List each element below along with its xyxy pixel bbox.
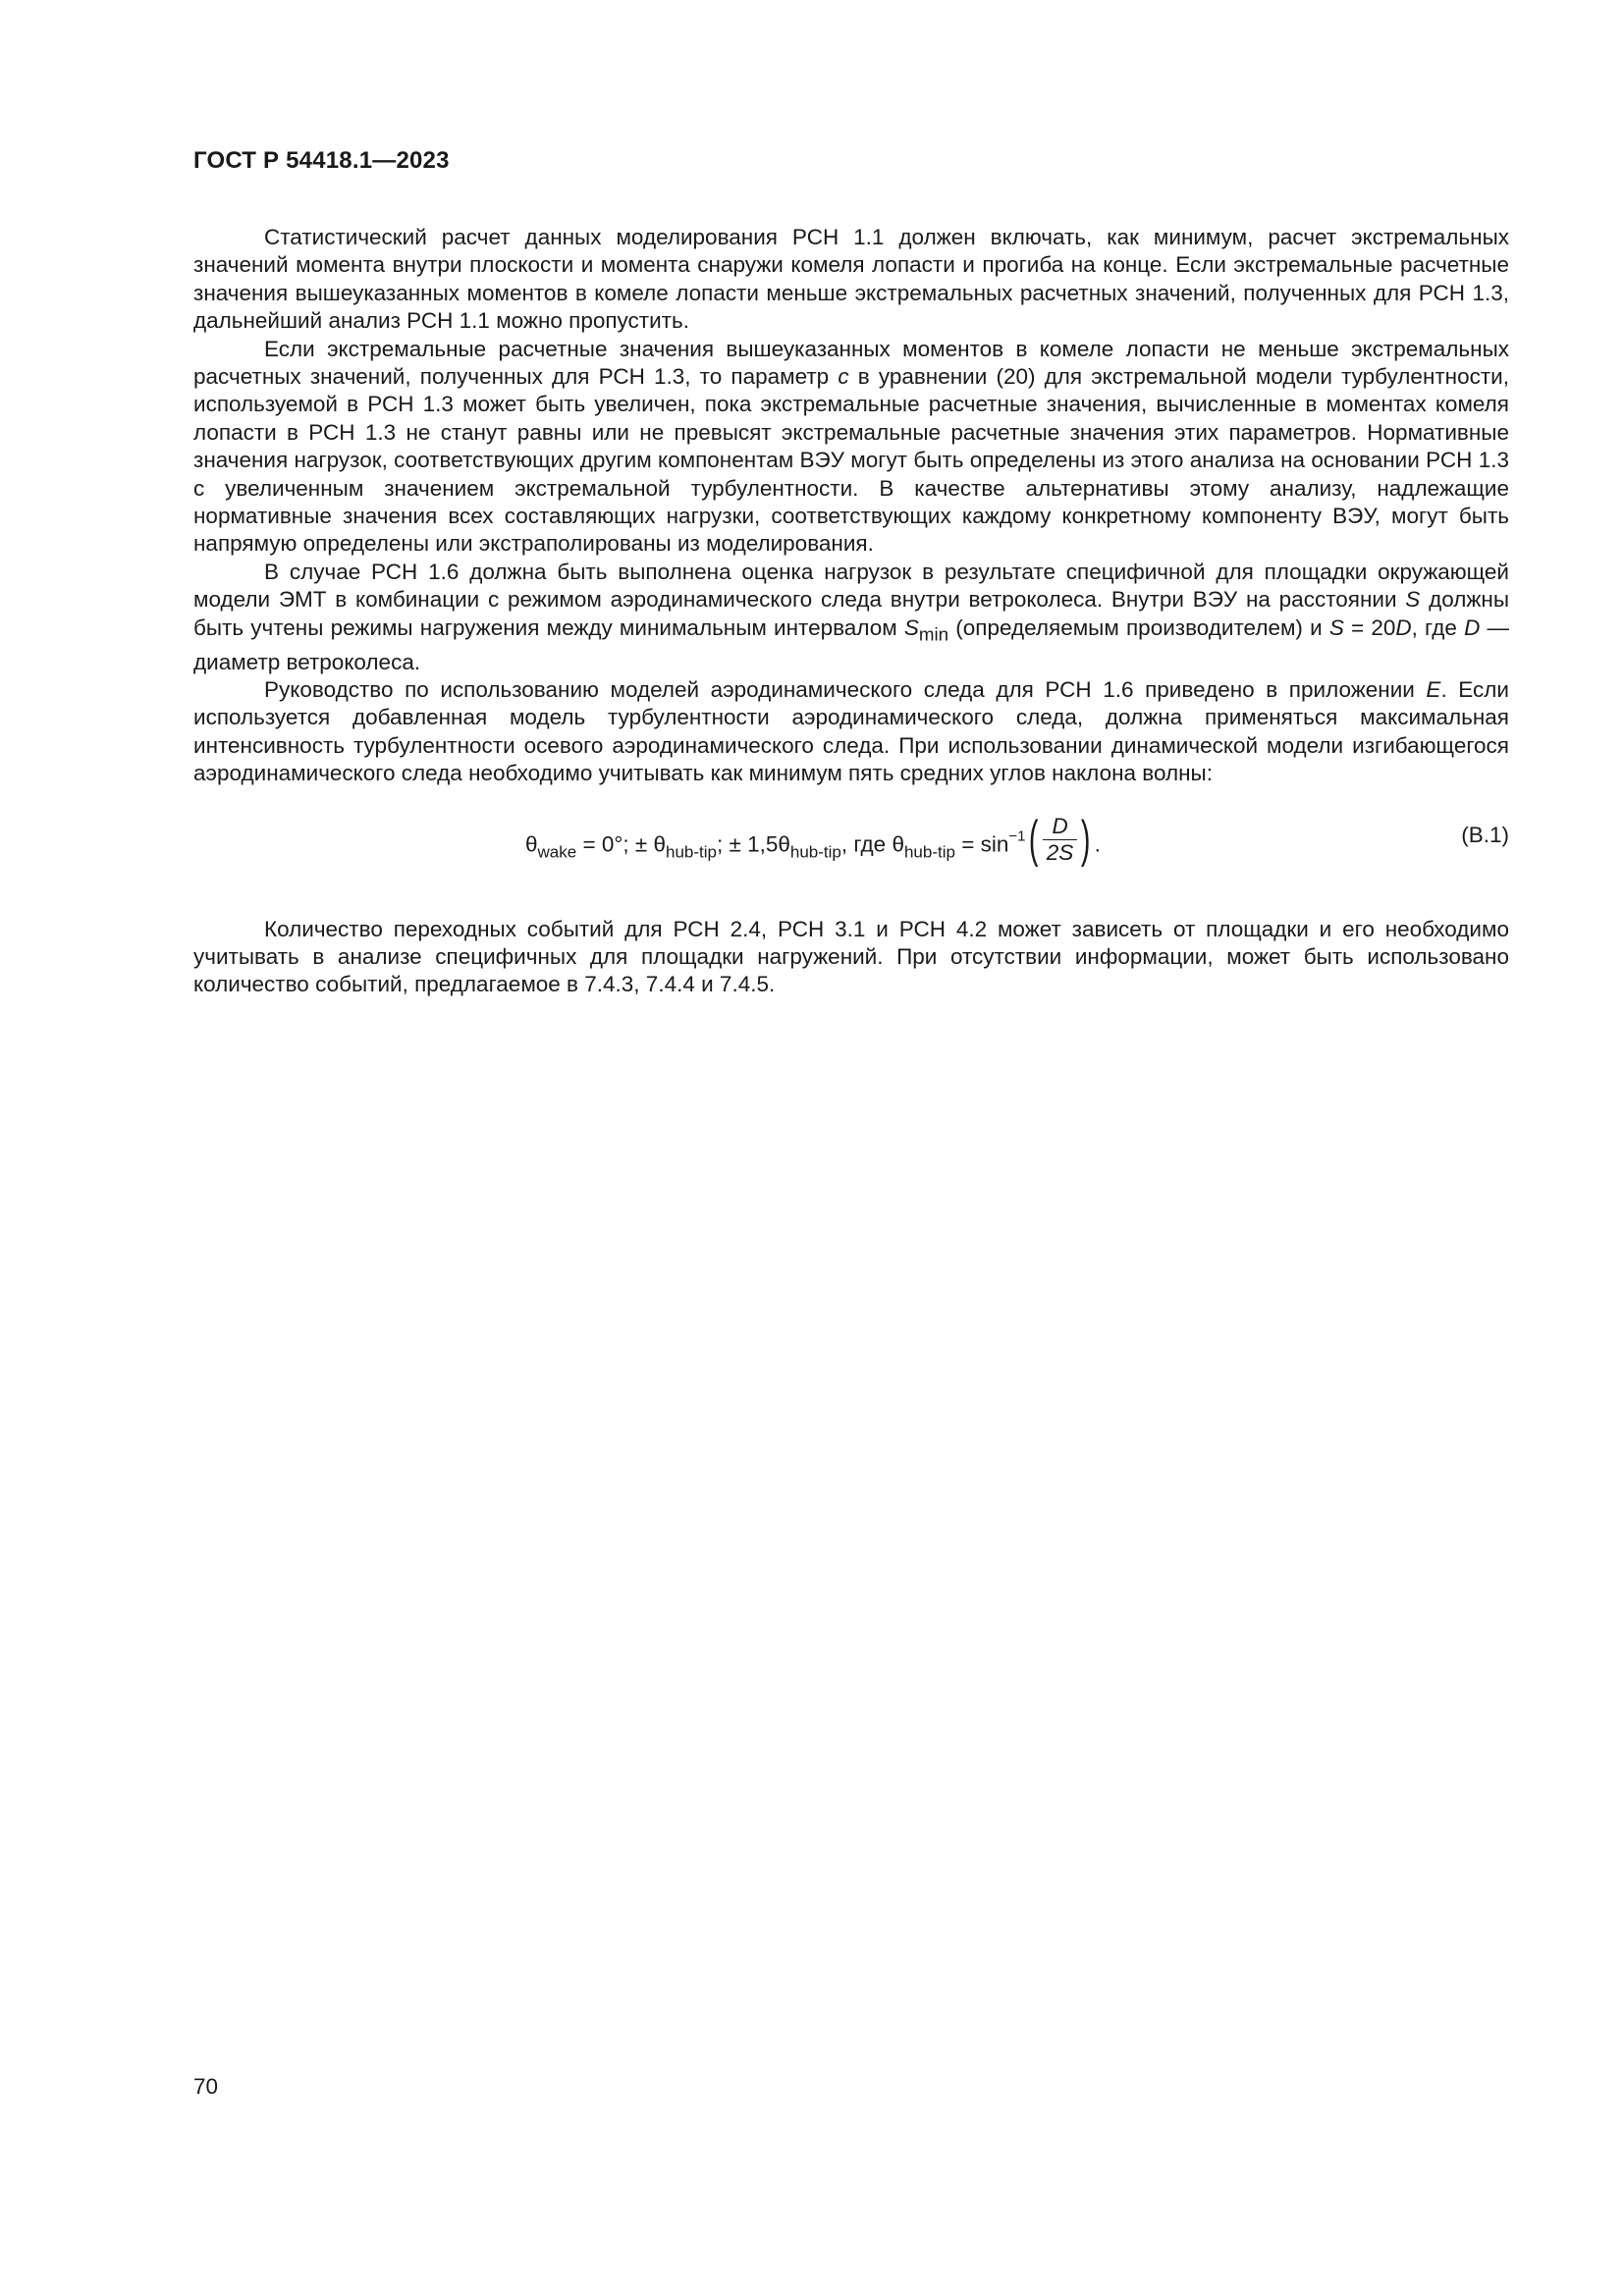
- variable-s: S: [1328, 614, 1344, 640]
- equation-text: , где: [840, 831, 893, 857]
- paragraph-dlc-1-6: [193, 559, 1509, 676]
- subscript-hub-tip: hub-tip: [903, 842, 955, 862]
- paragraph-text: . Если используется добавленная модель турбулентности аэродинамического следа, должна применяться максимальная интенсивность турбулентности осевого аэродинамического следа. При использовании динамической модели изгибающегося аэродинамического следа необходимо учитывать как минимум пять средних углов наклона волны:: [193, 677, 1509, 786]
- subscript-hub-tip: hub-tip: [665, 842, 717, 862]
- paragraph-dlc-1-3: [193, 336, 1509, 559]
- parameter-c: c: [838, 364, 849, 390]
- theta-symbol: θ: [778, 831, 790, 857]
- variable-d: D: [1464, 614, 1481, 640]
- subscript-wake: wake: [537, 842, 577, 862]
- theta-symbol: θ: [892, 831, 904, 857]
- fraction-denominator: 2S: [1043, 839, 1078, 866]
- fraction-numerator: D: [1052, 813, 1068, 838]
- paragraph-wake-models: [193, 676, 1509, 788]
- annex-reference: Е: [1426, 677, 1441, 702]
- equation-body: [525, 811, 1101, 872]
- paragraph-text: (определяемым производителем) и: [948, 614, 1329, 640]
- equation-text: = 0°; ±: [576, 831, 654, 857]
- equation-b1: [193, 810, 1509, 886]
- page-number: 70: [193, 2074, 219, 2099]
- document-body: [193, 224, 1509, 999]
- paragraph-transient-events: Количество переходных событий для РСН 2.4, РСН 3.1 и РСН 4.2 может зависеть от площадки и его необходимо учитывать в анализе специфичных для площадки нагружений. При отсутствии информации, может быть использовано количество событий, предлагаемое в 7.4.3, 7.4.4 и 7.4.5.: [193, 916, 1509, 997]
- paragraph-text: = 20: [1343, 614, 1396, 640]
- variable-d: D: [1395, 614, 1412, 640]
- right-paren: ): [1081, 811, 1091, 869]
- equation-text: = sin: [954, 831, 1009, 857]
- paragraph-text: должны быть учтены режимы нагружения между минимальным интервалом: [193, 587, 1509, 640]
- paragraph-text: — диаметр ветроколеса.: [193, 614, 1509, 674]
- superscript-inverse: −1: [1008, 828, 1026, 845]
- equation-text: ; ± 1,5: [716, 831, 779, 857]
- equation-number: (B.1): [1461, 822, 1509, 847]
- subscript-hub-tip: hub-tip: [789, 842, 841, 862]
- fraction-group: [1025, 811, 1094, 869]
- fraction: [1043, 814, 1078, 866]
- paragraph-text: В случае РСН 1.6 должна быть выполнена оценка нагрузок в результате специфичной для площадки окружающей модели ЭМТ в комбинации с режимом аэродинамического следа внутри ветроколеса. Внутри ВЭУ на расстоянии: [193, 559, 1509, 613]
- theta-symbol: θ: [653, 831, 666, 857]
- paragraph-text: Если экстремальные расчетные значения вышеуказанных моментов в комеле лопасти не меньше экстремальных расчетных значений, полученных для РСН 1.3, то параметр: [193, 336, 1509, 390]
- paragraph-text: Руководство по использованию моделей аэродинамического следа для РСН 1.6 приведено в приложении: [264, 677, 1427, 702]
- subscript-min: min: [918, 623, 949, 645]
- document-header: ГОСТ Р 54418.1—2023: [193, 147, 450, 174]
- variable-s: S: [1405, 587, 1421, 613]
- equation-end: .: [1094, 831, 1101, 857]
- theta-symbol: θ: [525, 831, 538, 857]
- paragraph-text: в уравнении (20) для экстремальной модели турбулентности, используемой в РСН 1.3 может быть увеличен, пока экстремальные расчетные значения, вычисленные в моментах комеля лопасти в РСН 1.3 не станут равны или не превысят экстремальные расчетные значения этих параметров. Нормативные значения нагрузок, соответствующих другим компонентам ВЭУ могут быть определены из этого анализа на основании РСН 1.3 с увеличенным значением экстремальной турбулентности. В качестве альтернативы этому анализу, надлежащие нормативные значения всех составляющих нагрузки, соответствующих каждому конкретному компоненту ВЭУ, могут быть напрямую определены или экстраполированы из моделирования.: [193, 364, 1509, 557]
- paragraph-dlc-1-1: Статистический расчет данных моделирования РСН 1.1 должен включать, как минимум, расчет экстремальных значений момента внутри плоскости и момента снаружи комеля лопасти и прогиба на конце. Если экстремальные расчетные значения вышеуказанных моментов в комеле лопасти меньше экстремальных расчетных значений, полученных для РСН 1.3, дальнейший анализ РСН 1.1 можно пропустить.: [193, 225, 1509, 334]
- left-paren: (: [1029, 811, 1039, 869]
- variable-s-min: S: [903, 614, 919, 640]
- paragraph-text: , где: [1411, 614, 1465, 640]
